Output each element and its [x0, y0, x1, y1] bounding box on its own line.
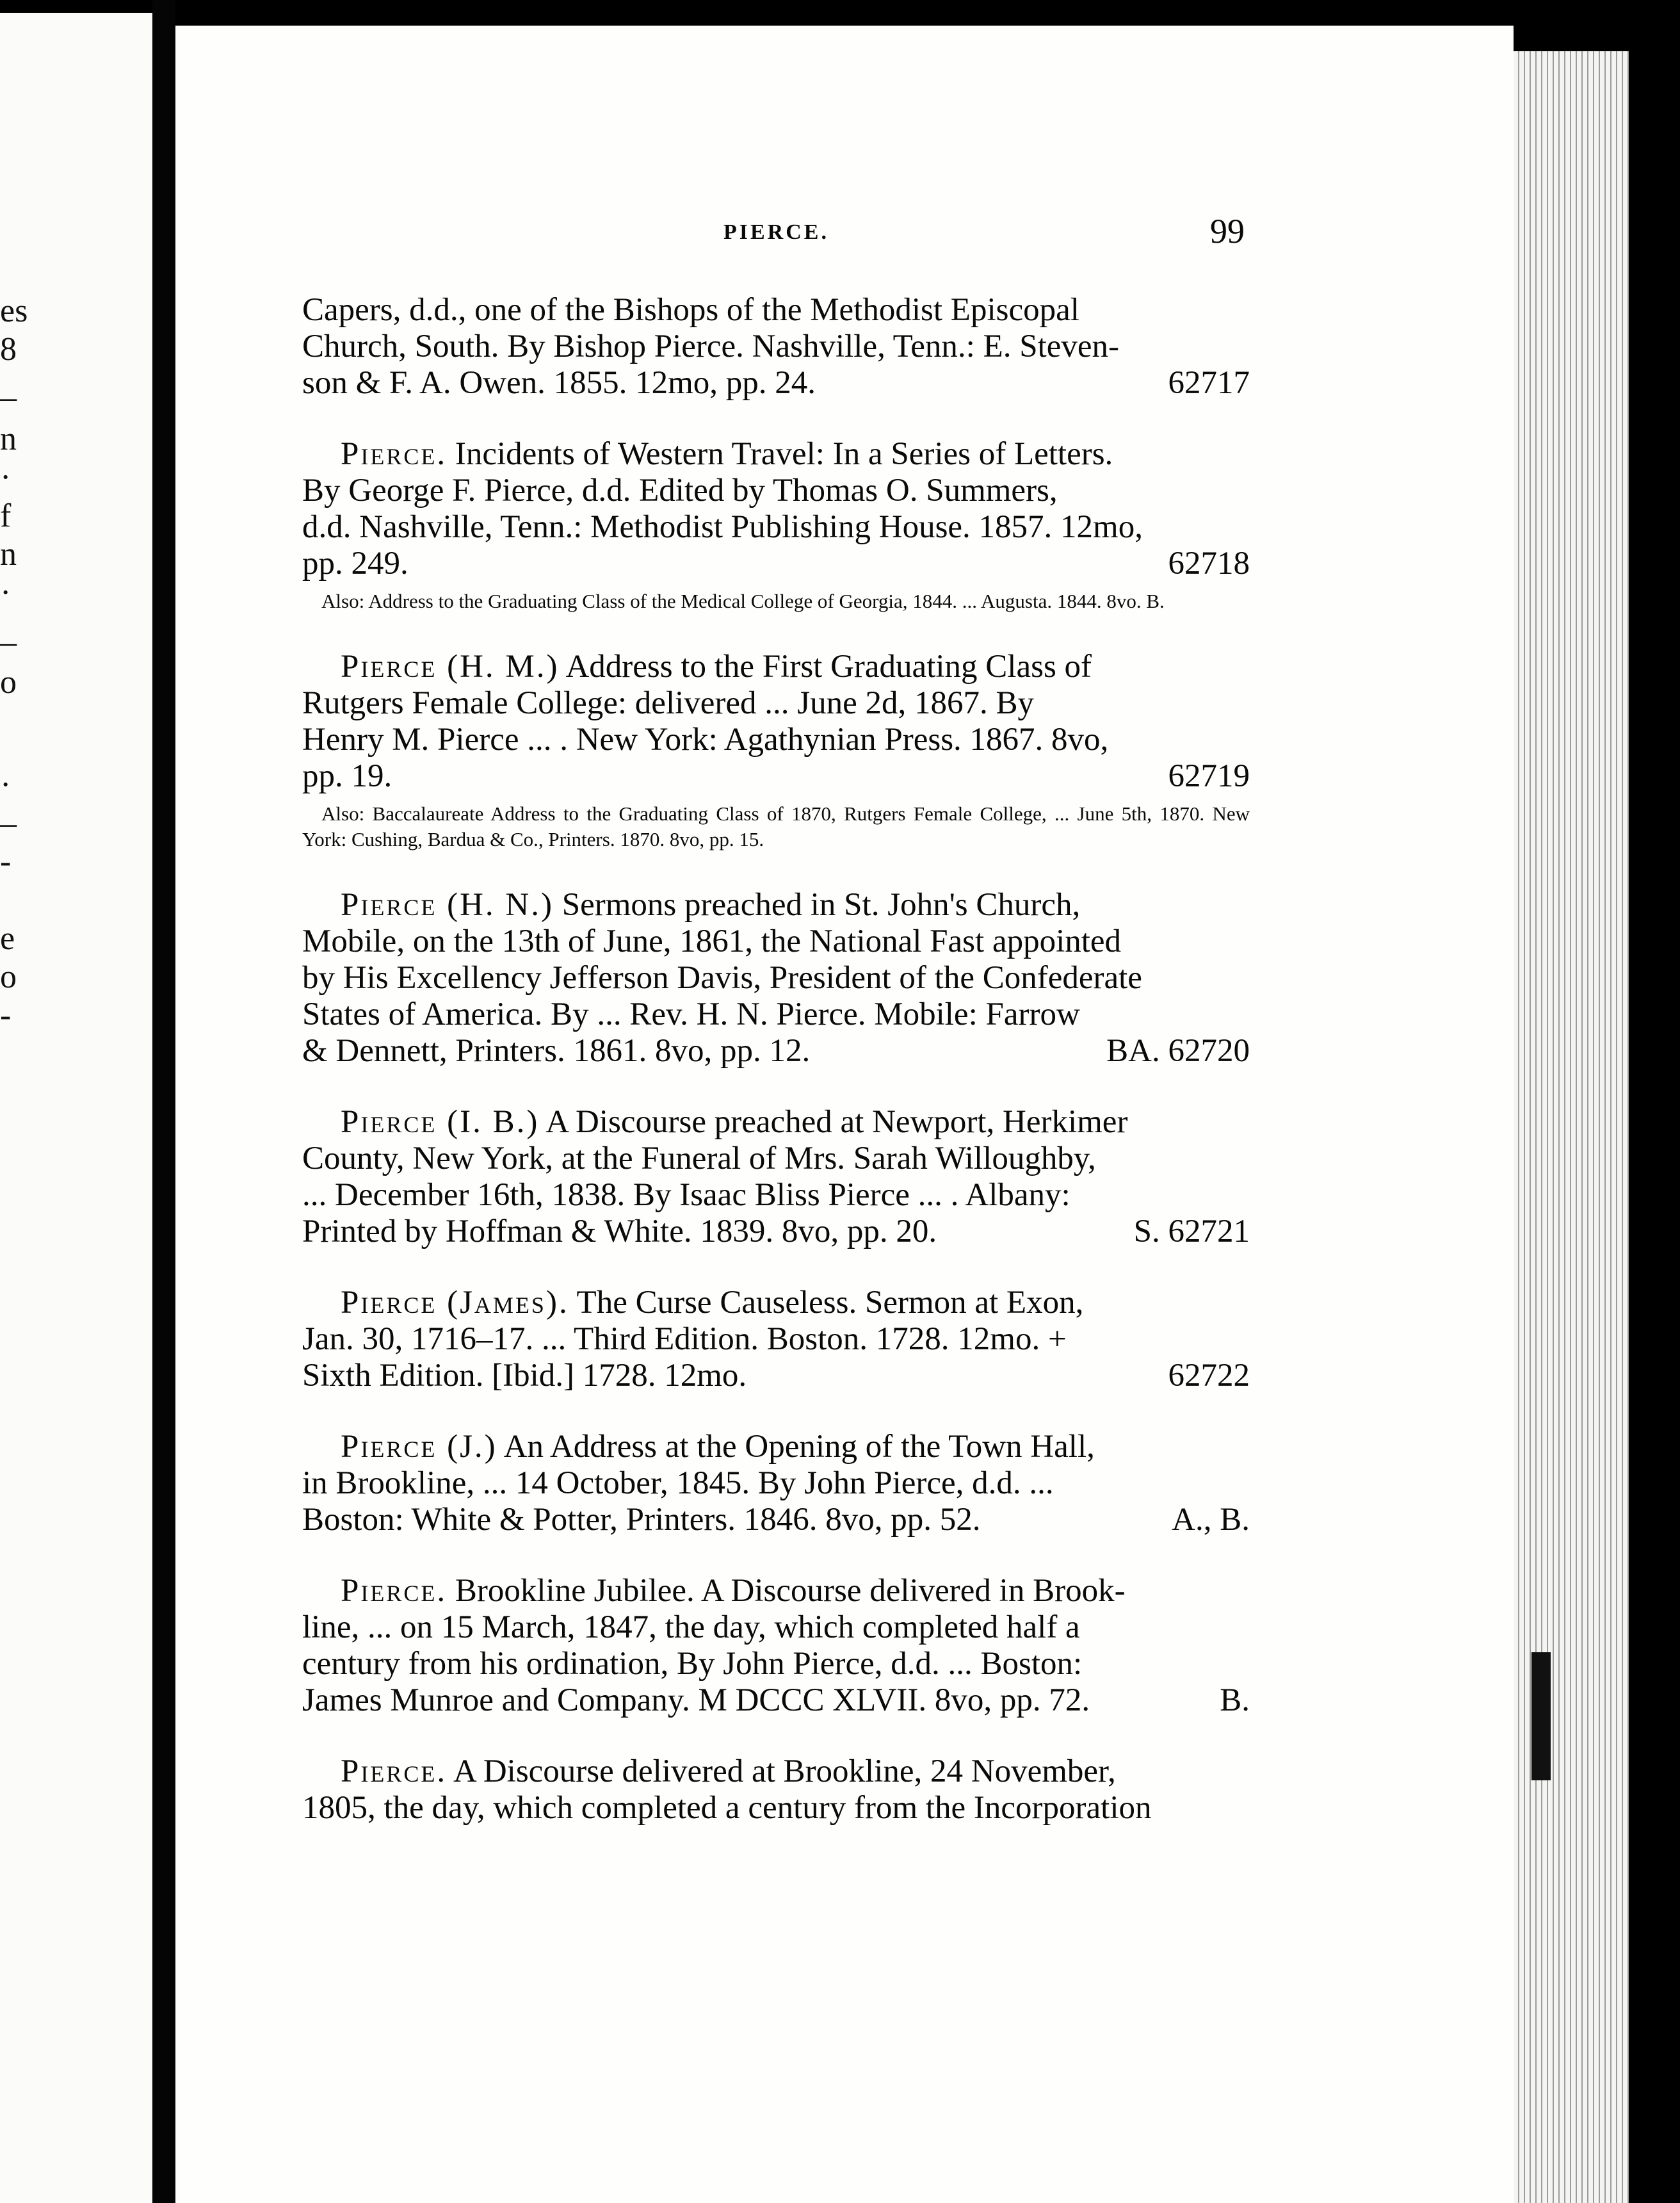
book-gutter: [152, 0, 175, 2203]
bibliography-entry: [302, 1753, 1250, 1826]
entry-line: Pierce. Brookline Jubilee. A Discourse delivered in Brook-: [341, 1573, 1126, 1609]
entry-line: Pierce (J.) An Address at the Opening of the Town Hall,: [341, 1429, 1095, 1465]
bibliography-entry: [302, 1573, 1250, 1719]
facing-page-sliver: [0, 13, 152, 2203]
entry-number: 62717: [1168, 365, 1250, 401]
page-number: 99: [1210, 212, 1245, 250]
also-text: Baccalaureate Address to the Graduating Class of 1870, Rutgers Female College, ... June 5th, 1870. New York: Cushing, Bardua & Co., Printers. 1870. 8vo, pp. 15.: [302, 802, 1250, 850]
entry-number: S. 62721: [1133, 1214, 1250, 1249]
margin-fragment: o: [0, 664, 17, 701]
bibliography-entry: [302, 649, 1250, 852]
entry-line: son & F. A. Owen. 1855. 12mo, pp. 24. 62717: [302, 365, 1250, 401]
entry-location: A., B.: [1172, 1502, 1250, 1538]
entry-author: Pierce.: [341, 436, 448, 472]
entry-author: Pierce.: [341, 1753, 448, 1789]
bibliography-entry: [302, 1104, 1250, 1250]
entry-line: pp. 19. 62719: [302, 758, 1250, 794]
entry-author: Pierce (J.): [341, 1429, 497, 1465]
margin-fragment: es: [0, 293, 28, 329]
entry-line: Jan. 30, 1716–17. ... Third Edition. Boston. 1728. 12mo. +: [302, 1321, 1067, 1357]
entry-line: Boston: White & Potter, Printers. 1846. 8vo, pp. 52. A., B.: [302, 1502, 1250, 1538]
bibliography-entry: [302, 436, 1250, 614]
margin-fragment: ·: [0, 767, 12, 803]
entry-line: County, New York, at the Funeral of Mrs. Sarah Willoughby,: [302, 1141, 1096, 1176]
entry-number: BA. 62720: [1106, 1033, 1250, 1069]
entry-line: By George F. Pierce, d.d. Edited by Thomas O. Summers,: [302, 473, 1058, 508]
margin-fragment: ·: [0, 574, 12, 611]
margin-fragment: n: [0, 421, 17, 457]
entry-line: Capers, d.d., one of the Bishops of the Methodist Episcopal: [302, 292, 1079, 328]
also-note: [302, 801, 1250, 852]
entry-line: ... December 16th, 1838. By Isaac Bliss Pierce ... . Albany:: [302, 1177, 1070, 1213]
also-label: Also:: [321, 802, 365, 825]
margin-fragment: –: [0, 805, 17, 841]
also-text: Address to the Graduating Class of the Medical College of Georgia, 1844. ... Augusta. 1844. 8vo. B.: [368, 590, 1165, 612]
entry-line: d.d. Nashville, Tenn.: Methodist Publishing House. 1857. 12mo,: [302, 509, 1143, 545]
margin-fragment: -: [0, 997, 12, 1034]
margin-fragment: f: [0, 498, 12, 534]
bibliography-entry: [302, 887, 1250, 1069]
entry-number: 62718: [1168, 546, 1250, 581]
entry-line: Sixth Edition. [Ibid.] 1728. 12mo. 62722: [302, 1358, 1250, 1394]
entry-author: Pierce (H. N.): [341, 887, 554, 923]
entry-author: Pierce (James).: [341, 1285, 569, 1321]
entry-line: James Munroe and Company. M DCCC XLVII. 8vo, pp. 72. B.: [302, 1682, 1250, 1718]
margin-fragment: -: [0, 843, 12, 880]
also-label: Also:: [321, 590, 365, 612]
entry-line: & Dennett, Printers. 1861. 8vo, pp. 12. BA. 62720: [302, 1033, 1250, 1069]
entry-line: 1805, the day, which completed a century from the Incorporation: [302, 1790, 1152, 1826]
page-edges: [1514, 51, 1629, 2203]
margin-fragment: ·: [0, 459, 12, 496]
margin-fragment: n: [0, 536, 17, 573]
entry-line: line, ... on 15 March, 1847, the day, which completed half a: [302, 1609, 1080, 1645]
margin-fragment: –: [0, 379, 17, 416]
entry-location: B.: [1220, 1682, 1250, 1718]
entry-line: Mobile, on the 13th of June, 1861, the National Fast appointed: [302, 923, 1122, 959]
margin-fragment: e: [0, 920, 15, 957]
bibliography-entry: [302, 1285, 1250, 1394]
entry-line: Pierce (James). The Curse Causeless. Sermon at Exon,: [341, 1285, 1084, 1321]
entry-number: 62719: [1168, 758, 1250, 794]
entry-number: 62722: [1168, 1358, 1250, 1394]
entry-line: Pierce. Incidents of Western Travel: In a Series of Letters.: [341, 436, 1113, 472]
page-edge-tab: [1531, 1652, 1551, 1780]
margin-fragment: _: [0, 613, 17, 649]
bibliography-entry: [302, 292, 1250, 402]
entry-author: Pierce.: [341, 1573, 448, 1609]
entry-line: by His Excellency Jefferson Davis, President of the Confederate: [302, 960, 1142, 996]
entry-line: century from his ordination, By John Pierce, d.d. ... Boston:: [302, 1646, 1083, 1682]
entry-line: Pierce (I. B.) A Discourse preached at Newport, Herkimer: [341, 1104, 1128, 1140]
entry-line: Church, South. By Bishop Pierce. Nashville, Tenn.: E. Steven-: [302, 329, 1120, 364]
entry-line: Printed by Hoffman & White. 1839. 8vo, pp. 20. S. 62721: [302, 1214, 1250, 1249]
running-head: PIERCE.: [723, 220, 829, 244]
entry-line: pp. 249. 62718: [302, 546, 1250, 581]
entry-line: Henry M. Pierce ... . New York: Agathynian Press. 1867. 8vo,: [302, 722, 1109, 758]
entry-line: States of America. By ... Rev. H. N. Pierce. Mobile: Farrow: [302, 996, 1080, 1032]
entry-author: Pierce (I. B.): [341, 1104, 540, 1140]
entry-line: Rutgers Female College: delivered ... June 2d, 1867. By: [302, 685, 1035, 721]
entry-line: in Brookline, ... 14 October, 1845. By John Pierce, d.d. ...: [302, 1465, 1054, 1501]
scan-background: [1629, 0, 1680, 2203]
margin-fragment: 8: [0, 331, 17, 368]
also-note: [302, 589, 1250, 614]
entry-line: Pierce (H. N.) Sermons preached in St. John's Church,: [341, 887, 1081, 923]
entry-author: Pierce (H. M.): [341, 649, 560, 685]
bibliography-text: [302, 292, 1250, 1861]
margin-fragment: o: [0, 959, 17, 995]
bibliography-entry: [302, 1429, 1250, 1538]
entry-line: Pierce (H. M.) Address to the First Graduating Class of: [341, 649, 1092, 685]
entry-line: Pierce. A Discourse delivered at Brookline, 24 November,: [341, 1753, 1116, 1789]
